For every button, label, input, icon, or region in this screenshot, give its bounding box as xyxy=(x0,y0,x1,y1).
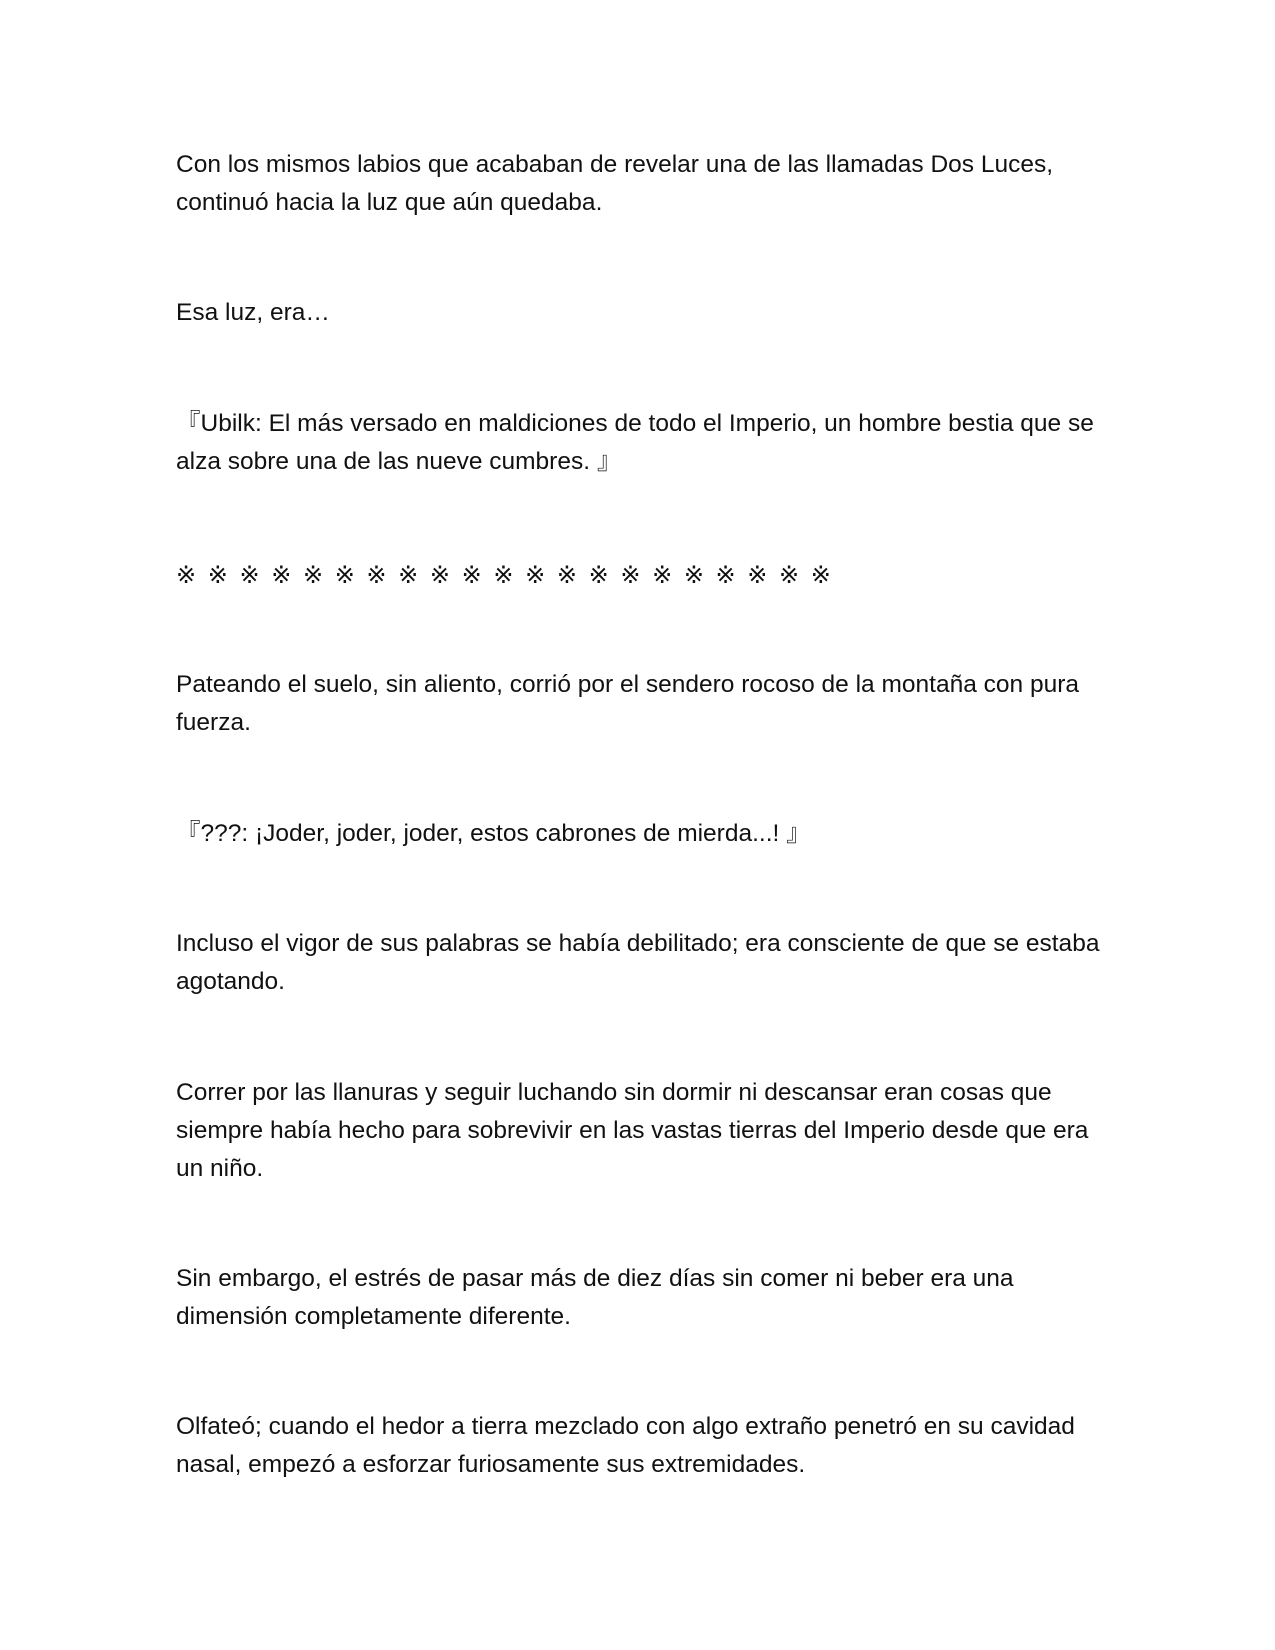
paragraph-7: Incluso el vigor de sus palabras se había debilitado; era consciente de que se estaba agotando. xyxy=(176,930,1100,995)
paragraph-5: Pateando el suelo, sin aliento, corrió por el sendero rocoso de la montaña con pura fuerza. xyxy=(176,671,1079,736)
paragraph-1: Con los mismos labios que acababan de revelar una de las llamadas Dos Luces, continuó hacia la luz que aún quedaba. xyxy=(176,151,1054,216)
paragraph-9: Sin embargo, el estrés de pasar más de diez días sin comer ni beber era una dimensión completamente diferente. xyxy=(176,1265,1014,1330)
scene-separator: ※ ※ ※ ※ ※ ※ ※ ※ ※ ※ ※ ※ ※ ※ ※ ※ ※ ※ ※ ※ ※ xyxy=(176,561,833,589)
paragraph-8: Correr por las llanuras y seguir luchando sin dormir ni descansar eran cosas que siempre había hecho para sobrevivir en las vastas tierras del Imperio desde que era un niño. xyxy=(176,1079,1089,1182)
dialogue-ubilk: 『Ubilk: El más versado en maldiciones de todo el Imperio, un hombre bestia que se alza sobre una de las nueve cumbres. 』 xyxy=(176,410,1094,475)
paragraph-2: Esa luz, era… xyxy=(176,299,330,326)
dialogue-unknown: 『???: ¡Joder, joder, joder, estos cabrones de mierda...! 』 xyxy=(176,820,811,847)
paragraph-10: Olfateó; cuando el hedor a tierra mezclado con algo extraño penetró en su cavidad nasal, empezó a esforzar furiosamente sus extremidades. xyxy=(176,1413,1075,1478)
